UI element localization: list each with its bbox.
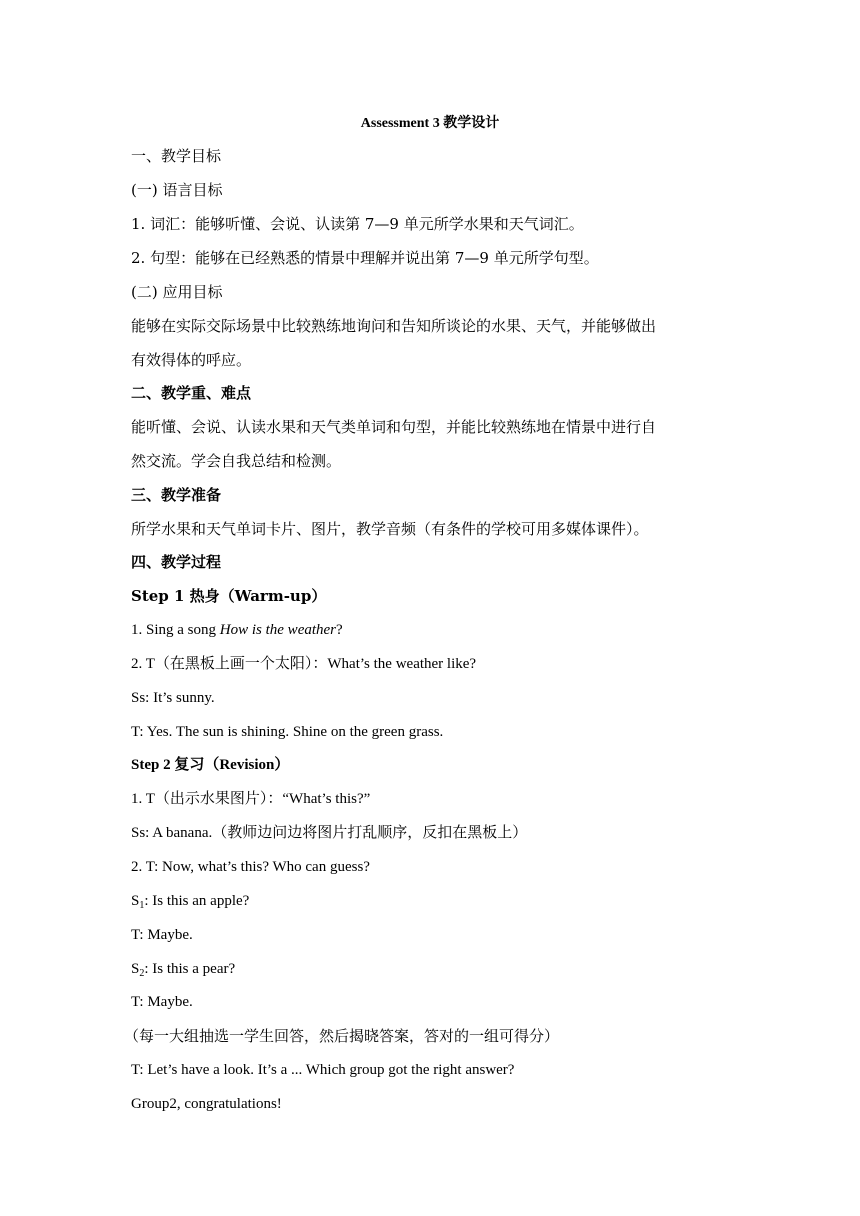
paragraph-preparation: 所学水果和天气单词卡片、图片，教学音频（有条件的学校可用多媒体课件）。 [131, 520, 649, 538]
dialogue-t-maybe-2: T: Maybe. [131, 994, 193, 1010]
document-title: Assessment 3 教学设计 [360, 116, 500, 131]
paragraph-application-line2: 有效得体的呼应。 [131, 351, 252, 369]
dialogue-t-shining: T: Yes. The sun is shining. Shine on the green grass. [131, 724, 444, 740]
paragraph-sentence-patterns: 2. 句型：能够在已经熟悉的情景中理解并说出第 7—9 单元所学句型。 [131, 249, 599, 267]
paragraph-key-points-line1: 能听懂、会说、认读水果和天气类单词和句型，并能比较熟练地在情景中进行自 [131, 418, 657, 436]
song-title: How is the weather [219, 622, 337, 638]
speaker-s: S [131, 961, 140, 977]
speaker-subscript-1: 1 [139, 900, 145, 911]
section-heading-goals: 一、教学目标 [131, 147, 222, 165]
step1-heading: Step 1 热身（Warm-up） [131, 587, 327, 605]
subheading-application-goals: (二) 应用目标 [131, 283, 223, 301]
step1-item1-suffix: ? [336, 622, 343, 638]
paragraph-vocabulary: 1. 词汇：能够听懂、会说、认读第 7—9 单元所学水果和天气词汇。 [131, 215, 584, 233]
dialogue-congratulations: Group2, congratulations! [131, 1096, 282, 1112]
note-group-answer: （每一大组抽选一学生回答，然后揭晓答案，答对的一组可得分） [124, 1027, 560, 1045]
step1-item2: 2. T（在黑板上画一个太阳）：What’s the weather like? [131, 656, 477, 672]
step2-item2: 2. T: Now, what’s this? Who can guess? [131, 859, 370, 875]
section-heading-process: 四、教学过程 [131, 553, 222, 571]
section-heading-preparation: 三、教学准备 [131, 486, 222, 504]
dialogue-t-look: T: Let’s have a look. It’s a ... Which group got the right answer? [131, 1062, 515, 1078]
dialogue-ss-sunny: Ss: It’s sunny. [131, 690, 215, 706]
dialogue-s2-text: : Is this a pear? [144, 961, 236, 977]
section-heading-key-points: 二、教学重、难点 [131, 384, 252, 402]
dialogue-s2-pear [131, 959, 235, 984]
dialogue-t-maybe-1: T: Maybe. [131, 927, 193, 943]
step1-item1-prefix: 1. Sing a song [131, 622, 220, 638]
speaker-subscript-2: 2 [139, 968, 145, 979]
dialogue-ss-banana: Ss: A banana.（教师边问边将图片打乱顺序，反扣在黑板上） [131, 825, 528, 841]
step2-heading: Step 2 复习（Revision） [131, 757, 290, 773]
step2-item1: 1. T（出示水果图片）：“What’s this?” [131, 791, 371, 807]
dialogue-s1-text: : Is this an apple? [144, 893, 250, 909]
dialogue-s1-apple [131, 891, 249, 916]
paragraph-application-line1: 能够在实际交际场景中比较熟练地询问和告知所谈论的水果、天气，并能够做出 [131, 317, 657, 335]
speaker-s: S [131, 893, 140, 909]
paragraph-key-points-line2: 然交流。学会自我总结和检测。 [131, 452, 342, 470]
subheading-language-goals: (一) 语言目标 [131, 181, 223, 199]
step1-item1 [131, 620, 343, 640]
